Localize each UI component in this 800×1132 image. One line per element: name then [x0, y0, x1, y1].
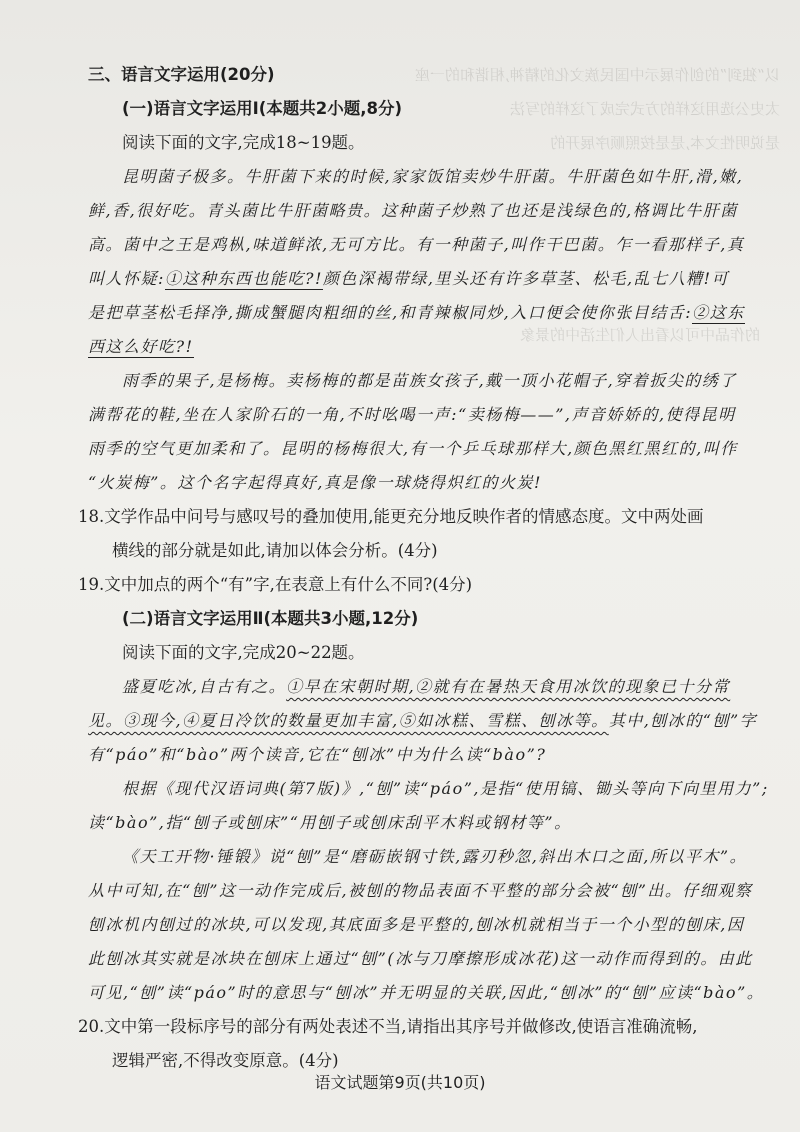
question-line: [78, 500, 768, 534]
part2-paragraph-1: [88, 670, 768, 772]
text-line: 此刨冰其实就是冰块在刨床上通过“刨”(冰与刀摩擦形成冰花)这一动作而得到的。由此: [88, 949, 753, 968]
text-line: 从中可知,在“刨”这一动作完成后,被刨的物品表面不平整的部分会被“刨”出。仔细观察: [88, 881, 753, 900]
text-line: 有“páo”和“bào”两个读音,它在“刨冰”中为什么读“bào”?: [88, 745, 547, 764]
text-segment: 其中,刨冰的“刨”字: [608, 711, 758, 730]
text-segment: 颜色深褐带绿,里头还有许多草茎、松毛,乱七八糟!可: [322, 269, 730, 288]
section-title: 三、语言文字运用(20分): [88, 65, 275, 84]
question-18: [78, 500, 768, 568]
question-19: [78, 568, 768, 602]
part1-paragraph-2: [88, 364, 768, 500]
wavy-underlined-text: ①早在宋朝时期,②就有在暑热天食用冰饮的现象已十分常: [286, 677, 731, 696]
text-line: [88, 296, 768, 330]
text-line: 《天工开物·锤锻》说“刨”是“磨砺嵌钢寸铁,露刃秒忽,斜出木口之面,所以平木”。: [122, 847, 748, 866]
question-line: [78, 568, 768, 602]
question-number: 18.: [78, 507, 105, 526]
part2-instruction: 阅读下面的文字,完成20~22题。: [122, 643, 365, 662]
text-line: [88, 670, 768, 704]
text-segment: 盛夏吃冰,自古有之。: [122, 677, 287, 696]
part2-title: (二)语言文字运用Ⅱ(本题共3小题,12分): [122, 609, 419, 628]
part1-paragraph-1: [88, 160, 768, 364]
text-line: [88, 262, 768, 296]
question-number: 20.: [78, 1017, 105, 1036]
text-line: 满帮花的鞋,坐在人家阶石的一角,不时吆喝一声:“卖杨梅——”,声音娇娇的,使得昆明: [88, 405, 736, 424]
text-line: [88, 704, 768, 738]
underlined-sentence-2-cont: 西这么好吃?!: [88, 337, 194, 356]
part1-title: (一)语言文字运用Ⅰ(本题共2小题,8分): [122, 99, 403, 118]
text-line: 高。菌中之王是鸡枞,味道鲜浓,无可方比。有一种菌子,叫作干巴菌。乍一看那样子,真: [88, 235, 745, 254]
question-20: [78, 1010, 768, 1078]
question-number: 19.: [78, 575, 105, 594]
question-text: 文学作品中问号与感叹号的叠加使用,能更充分地反映作者的情感态度。文中两处画: [104, 507, 704, 526]
bleed-through-text: 以“独到”的创作展示中国民族文化的精神,相谐和的一座 太史公选用这样的方式完成了这样的写法 是说明性文本,是是按照顺序展开的: [414, 66, 780, 152]
underlined-sentence-2: ②这东: [692, 303, 745, 322]
question-text: 文中第一段标序号的部分有两处表述不当,请指出其序号并做修改,使语言准确流畅,: [104, 1017, 698, 1036]
text-line: 昆明菌子极多。牛肝菌下来的时候,家家饭馆卖炒牛肝菌。牛肝菌色如牛肝,滑,嫩,: [122, 167, 744, 186]
text-line: 鲜,香,很好吃。青头菌比牛肝菌略贵。这种菌子炒熟了也还是浅绿色的,格调比牛肝菌: [88, 201, 738, 220]
text-segment: 叫人怀疑:: [88, 269, 165, 288]
text-line: 刨冰机内刨过的冰块,可以发现,其底面多是平整的,刨冰机就相当于一个小型的刨床,因: [88, 915, 745, 934]
wavy-underlined-text: 见。③现今,④夏日冷饮的数量更加丰富,⑤如冰糕、雪糕、刨冰等。: [88, 711, 609, 730]
question-line: 横线的部分就是如此,请加以体会分析。(4分): [112, 541, 438, 560]
part1-instruction: 阅读下面的文字,完成18~19题。: [122, 133, 365, 152]
text-segment: 是把草茎松毛择净,撕成蟹腿肉粗细的丝,和青辣椒同炒,入口便会使你张目结舌:: [88, 303, 693, 322]
text-line: [88, 330, 768, 364]
underlined-sentence-1: ①这种东西也能吃?!: [164, 269, 323, 288]
text-line: 根据《现代汉语词典(第7版)》,“刨”读“páo”,是指“使用镐、锄头等向下向里用力”;: [122, 779, 769, 798]
text-line: 雨季的果子,是杨梅。卖杨梅的都是苗族女孩子,戴一顶小花帽子,穿着扳尖的绣了: [122, 371, 737, 390]
text-line: 雨季的空气更加柔和了。昆明的杨梅很大,有一个乒乓球那样大,颜色黑红黑红的,叫作: [88, 439, 738, 458]
bleed-through-text-lower: 的作品中可以看出人们生活中的景象: [519, 326, 760, 344]
part2-paragraph-2: [88, 772, 768, 840]
text-line: “火炭梅”。这个名字起得真好,真是像一球烧得炽红的火炭!: [88, 473, 542, 492]
question-text: 文中加点的两个“有”字,在表意上有什么不同?(4分): [104, 575, 473, 594]
question-line: [78, 1010, 768, 1044]
question-line: 逻辑严密,不得改变原意。(4分): [112, 1051, 339, 1070]
part2-paragraph-3: [88, 840, 768, 1010]
page-content: [78, 58, 769, 1078]
text-line: 读“bào”,指“刨子或刨床”“用刨子或刨床刮平木料或钢材等”。: [88, 813, 572, 832]
page-footer: 语文试题第9页(共10页): [314, 1073, 486, 1092]
text-line: 可见,“刨”读“páo”时的意思与“刨冰”并无明显的关联,因此,“刨冰”的“刨”应读“bào”。: [88, 983, 765, 1002]
